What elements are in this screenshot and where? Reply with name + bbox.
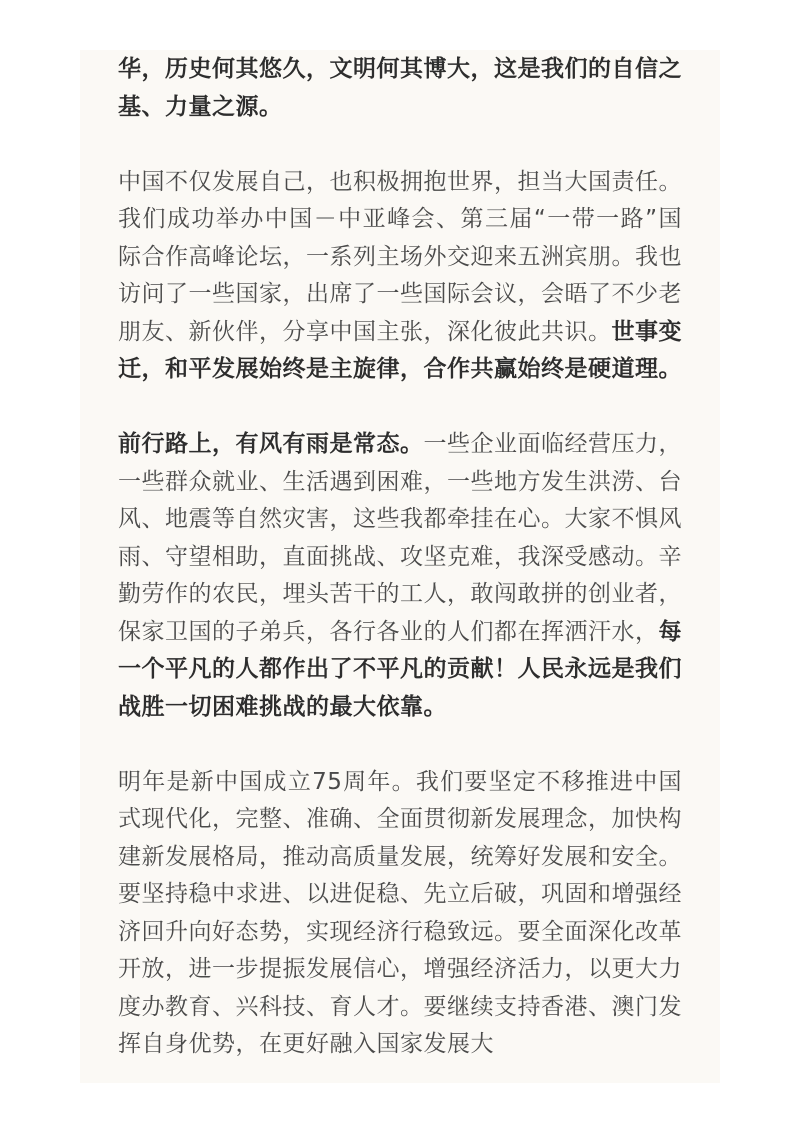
article-page — [80, 50, 720, 1083]
paragraph-1 — [118, 51, 682, 126]
paragraph-4 — [118, 764, 682, 1064]
paragraph-3-bold-lead: 前行路上，有风有雨是常态。 — [118, 431, 424, 457]
paragraph-2-text: 中国不仅发展自己，也积极拥抱世界，担当大国责任。我们成功举办中国－中亚峰会、第三届“一带一路”国际合作高峰论坛，一系列主场外交迎来五洲宾朋。我也访问了一些国家，出席了一些国际会议，会晤了不少老朋友、新伙伴，分享中国主张，深化彼此共识。 — [118, 168, 682, 345]
paragraph-3-bold-end: 每一个平凡的人都作出了不平凡的贡献！人民永远是我们战胜一切困难挑战的最大依靠。 — [118, 618, 682, 720]
paragraph-2 — [118, 164, 682, 389]
paragraph-3-text: 一些企业面临经营压力，一些群众就业、生活遇到困难，一些地方发生洪涝、台风、地震等自然灾害，这些我都牵挂在心。大家不惧风雨、守望相助，直面挑战、攻坚克难，我深受感动。辛勤劳作的农民，埋头苦干的工人，敢闯敢拼的创业者，保家卫国的子弟兵，各行各业的人们都在挥洒汗水， — [118, 431, 682, 645]
paragraph-1-bold: 华，历史何其悠久，文明何其博大，这是我们的自信之基、力量之源。 — [118, 56, 682, 120]
paragraph-2-bold: 世事变迁，和平发展始终是主旋律，合作共赢始终是硬道理。 — [118, 318, 682, 382]
paragraph-3 — [118, 426, 682, 726]
paragraph-4-text: 明年是新中国成立75周年。我们要坚定不移推进中国式现代化，完整、准确、全面贯彻新发展理念，加快构建新发展格局，推动高质量发展，统筹好发展和安全。要坚持稳中求进、以进促稳、先立后破，巩固和增强经济回升向好态势，实现经济行稳致远。要全面深化改革开放，进一步提振发展信心，增强经济活力，以更大力度办教育、兴科技、育人才。要继续支持香港、澳门发挥自身优势，在更好融入国家发展大 — [118, 768, 682, 1057]
